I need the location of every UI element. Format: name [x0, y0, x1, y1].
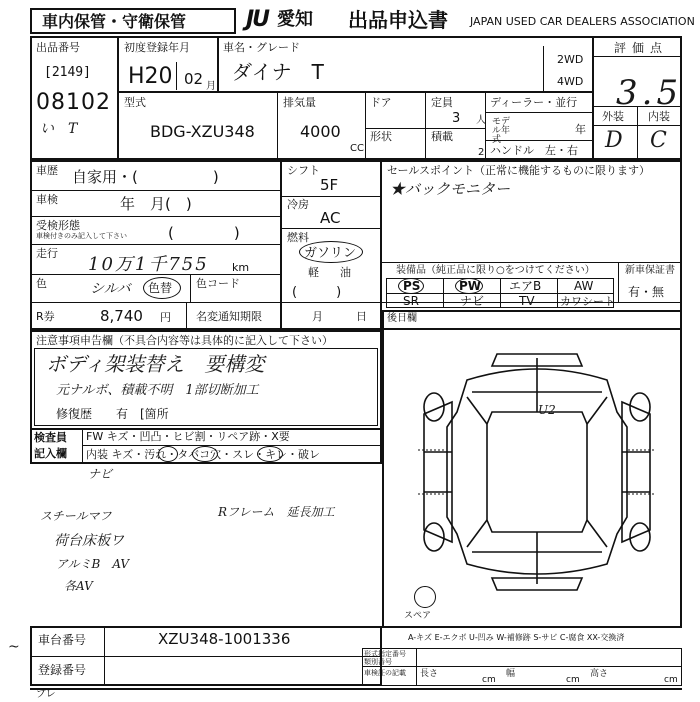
inspection-value: 年 月( ) — [120, 195, 192, 213]
dimension-length-unit: cm — [482, 675, 496, 685]
inspector-row-2: 内装 キズ・汚れ・タバコ穴・スレ・キレ・破レ — [86, 448, 321, 461]
registration-month: 02 — [184, 70, 204, 88]
rating-score: 3.5 — [616, 73, 683, 113]
fuel-label: 燃料 — [287, 231, 309, 244]
interior-label: 内装 — [648, 110, 670, 123]
capacity-unit: 人 — [476, 115, 486, 126]
listing-number-label: 出品番号 — [36, 41, 80, 54]
tax-deadline-label: 名変通知期限 — [196, 310, 262, 323]
color-label: 色 — [36, 277, 47, 290]
inspector-circle-2 — [192, 446, 218, 462]
handle-label: ハンドル 左・右 — [490, 144, 578, 157]
receive-note: 車検付きのみ記入して下さい — [36, 232, 127, 240]
type-label: 型式 — [124, 96, 146, 109]
capacity-value: 3 — [452, 111, 461, 126]
equipment-sr: SR — [403, 294, 419, 308]
displacement-value: 4000 — [300, 122, 341, 141]
equipment-label: 装備品（純正品に限り○をつけてください） — [396, 265, 595, 276]
remarks-line-2: 元ナルボ、積載不明 1部切断加工 — [56, 383, 259, 398]
equipment-airbag: エアB — [509, 279, 542, 293]
inspector-circle-3 — [257, 446, 283, 462]
fuel-circle — [299, 241, 363, 263]
ju-logo: JU — [246, 7, 269, 32]
drive-4wd: 4WD — [557, 75, 584, 88]
dimension-width-label: 幅 — [506, 669, 516, 679]
equipment-aw: AW — [574, 279, 594, 293]
brand-name: 愛知 — [277, 9, 313, 30]
rating-label: 評価点 — [614, 41, 669, 55]
sales-points-value: ★バックモニター — [390, 180, 511, 198]
new-warranty-label: 新車保証書 — [625, 265, 675, 276]
color-change-circle — [143, 277, 181, 299]
listing-scribble: い T — [40, 121, 78, 137]
listing-bracket-number: [2149] — [44, 65, 91, 80]
cooling-value: AC — [320, 209, 341, 227]
sales-points-label: セールスポイント（正常に機能するものに限ります） — [387, 164, 651, 177]
shift-label: シフト — [287, 164, 320, 177]
repair-history-value: 有 [箇所 — [116, 407, 169, 421]
inspector-circle-1 — [158, 446, 178, 462]
fuel-light: 軽 — [308, 266, 319, 279]
note-3: アルミB AV — [56, 557, 130, 571]
color-change: 色替 — [148, 281, 173, 295]
listing-number: 08102 — [36, 90, 111, 115]
car-windshield — [467, 397, 607, 547]
registration-label: 初度登録年月 — [124, 41, 190, 54]
load-value: 2 — [478, 147, 485, 158]
fuel-value: ガソリン — [304, 246, 357, 261]
inspector-label-2: 記入欄 — [34, 447, 67, 460]
inspector-row-1: FW キズ・凹凸・ヒビ割・リペア跡・X要 — [86, 430, 290, 443]
note-4: 各AV — [64, 579, 93, 593]
color-code-label: 色コード — [196, 277, 240, 290]
note-1: スチールマフ — [40, 509, 112, 523]
displacement-label: 排気量 — [283, 96, 316, 109]
capacity-label: 定員 — [431, 96, 453, 109]
spare-tire-circle — [414, 586, 436, 608]
equipment-pw-circle — [455, 278, 483, 294]
door-label: ドア — [370, 96, 392, 109]
mileage-unit: km — [232, 261, 250, 274]
model-year-label: モデル年式 — [492, 117, 511, 145]
model-name: ダイナ T — [232, 60, 324, 84]
storage-title: 車内保管・守衛保管 — [42, 12, 187, 31]
mileage-label: 走行 — [36, 247, 58, 260]
shift-value: 5F — [320, 176, 339, 194]
displacement-unit: CC — [350, 143, 364, 154]
exterior-label: 外装 — [602, 110, 624, 123]
fuel-oil: 油 — [340, 266, 351, 279]
shape-label: 形状 — [370, 130, 392, 143]
cooling-label: 冷房 — [287, 198, 309, 211]
margin-scribble: ~ — [8, 639, 20, 655]
car-roof — [487, 412, 587, 532]
model-label: 車名・グレード — [223, 41, 300, 54]
dealer-label: ディーラー・並行 — [490, 96, 578, 109]
equipment-tv: TV — [519, 294, 535, 308]
spare-tire-label: スペア — [404, 611, 432, 621]
receive-value: ( ) — [168, 224, 240, 242]
note-navi: ナビ — [88, 467, 113, 481]
note-frame: Rフレーム 延長加工 — [218, 505, 335, 519]
chassis-value: XZU348-1001336 — [158, 630, 291, 648]
equipment-ps: PS — [403, 279, 421, 293]
model-year-unit: 年 — [575, 123, 586, 136]
recycle-label: R券 — [36, 310, 55, 323]
equipment-pw: PW — [459, 279, 482, 293]
drive-2wd: 2WD — [557, 53, 584, 66]
remarks-line-1: ボディ架装替え 要構変 — [46, 352, 265, 376]
type-value: BDG-XZU348 — [150, 122, 255, 141]
car-door-lines — [424, 452, 650, 492]
registration-era-year: H20 — [128, 64, 173, 89]
registration-month-unit: 月 — [206, 81, 216, 92]
recycle-unit: 円 — [160, 311, 171, 324]
storage-title-box — [30, 8, 236, 34]
diagram-label: 後日欄 — [387, 313, 417, 324]
dimension-length-label: 長さ — [420, 669, 439, 679]
dimension-height-unit: cm — [664, 675, 678, 685]
color-value: シルバ — [90, 281, 131, 297]
dimensions-block — [362, 648, 682, 686]
dimension-label-1b: 類別番号 — [364, 658, 392, 666]
receive-label: 受検形態 — [36, 219, 80, 232]
history-value: 自家用・( ) — [72, 168, 219, 186]
dimension-width-unit: cm — [566, 675, 580, 685]
association-name: JAPAN USED CAR DEALERS ASSOCIATION — [470, 15, 695, 28]
dimension-label-2: 車検証の記載 — [364, 669, 406, 677]
load-label: 積載 — [431, 130, 453, 143]
equipment-ps-circle — [398, 278, 424, 294]
tax-day: 日 — [356, 310, 367, 323]
fuel-paren: ( ) — [292, 285, 342, 300]
history-label: 車歴 — [36, 164, 58, 177]
dimension-height-label: 高さ — [590, 669, 609, 679]
inspector-label-1: 検査員 — [34, 431, 67, 444]
car-diagram — [412, 352, 662, 592]
chassis-label: 車台番号 — [38, 633, 87, 647]
damage-legend: A-キズ E-エクボ U-凹み W-補修跡 S-サビ C-腐食 XX-交換済 — [408, 633, 625, 642]
new-warranty-value: 有・無 — [628, 285, 665, 299]
recycle-value: 8,740 — [100, 307, 143, 325]
registration-number-label: 登録番号 — [38, 663, 87, 677]
interior-value: C — [650, 128, 667, 153]
equipment-leather-seat: カワシート — [560, 295, 615, 308]
note-2: 荷台床板ワ — [54, 533, 124, 549]
exterior-value: D — [605, 128, 623, 153]
repair-history-label: 修復歴 — [56, 407, 93, 421]
damage-mark-u2: U2 — [538, 403, 556, 417]
form-title: 出品申込書 — [348, 8, 448, 32]
remarks-label: 注意事項申告欄（不具合内容等は具体的に記入して下さい） — [36, 334, 333, 347]
tax-month: 月 — [312, 310, 323, 323]
inspection-label: 車検 — [36, 193, 58, 206]
mileage-value: 10万1千755 — [88, 254, 209, 275]
dimension-label-1: 形式指定番号 — [364, 650, 406, 658]
footer-cut-text: プレ — [36, 689, 56, 700]
equipment-navi: ナビ — [460, 294, 485, 308]
